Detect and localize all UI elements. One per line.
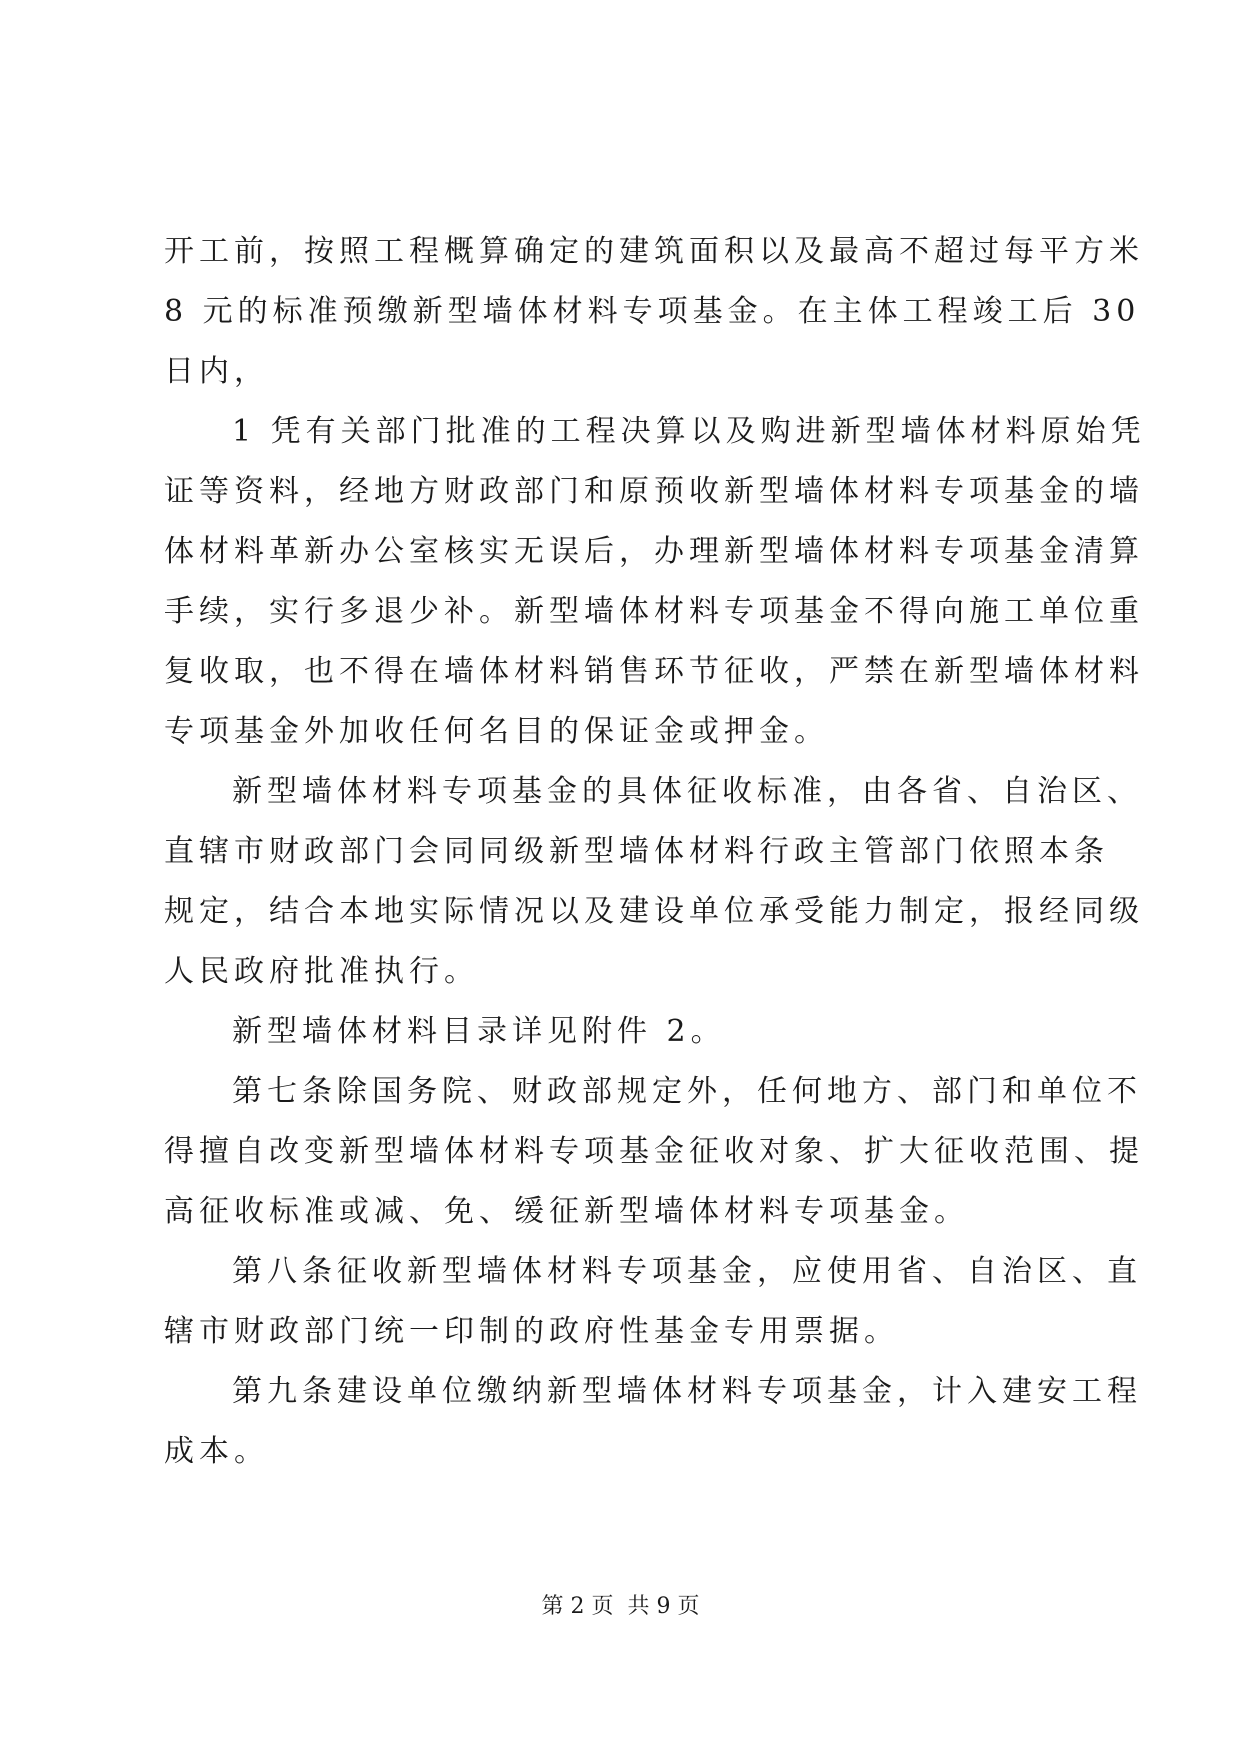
document-body [164, 222, 1146, 1482]
text-line: 人民政府批准执行。 [164, 954, 479, 989]
text-line: 高征收标准或减、免、缓征新型墙体材料专项基金。 [164, 1194, 969, 1229]
text-line: 日内， [164, 354, 269, 389]
text-line: 8 元的标准预缴新型墙体材料专项基金。在主体工程竣工后 30 [164, 294, 1141, 329]
text-line: 开工前，按照工程概算确定的建筑面积以及最高不超过每平方米 [164, 234, 1144, 269]
text-line: 1 凭有关部门批准的工程决算以及购进新型墙体材料原始凭 [232, 414, 1146, 449]
text-line: 手续，实行多退少补。新型墙体材料专项基金不得向施工单位重 [164, 594, 1144, 629]
text-line: 成本。 [164, 1434, 269, 1469]
text-line: 规定，结合本地实际情况以及建设单位承受能力制定，报经同级 [164, 894, 1144, 929]
text-line: 直辖市财政部门会同同级新型墙体材料行政主管部门依照本条 [164, 834, 1109, 869]
text-line: 复收取，也不得在墙体材料销售环节征收，严禁在新型墙体材料 [164, 654, 1144, 689]
text-line: 体材料革新办公室核实无误后，办理新型墙体材料专项基金清算 [164, 534, 1144, 569]
text-line: 辖市财政部门统一印制的政府性基金专用票据。 [164, 1314, 899, 1349]
text-line: 新型墙体材料专项基金的具体征收标准，由各省、自治区、 [232, 774, 1142, 809]
text-line: 第七条除国务院、财政部规定外，任何地方、部门和单位不 [232, 1074, 1142, 1109]
text-line: 第八条征收新型墙体材料专项基金，应使用省、自治区、直 [232, 1254, 1142, 1289]
text-line: 得擅自改变新型墙体材料专项基金征收对象、扩大征收范围、提 [164, 1134, 1144, 1169]
text-line: 新型墙体材料目录详见附件 2。 [232, 1014, 726, 1049]
text-line: 第九条建设单位缴纳新型墙体材料专项基金，计入建安工程 [232, 1374, 1142, 1409]
text-line: 证等资料，经地方财政部门和原预收新型墙体材料专项基金的墙 [164, 474, 1144, 509]
page-number-footer: 第 2 页 共 9 页 [541, 1594, 700, 1619]
text-line: 专项基金外加收任何名目的保证金或押金。 [164, 714, 829, 749]
